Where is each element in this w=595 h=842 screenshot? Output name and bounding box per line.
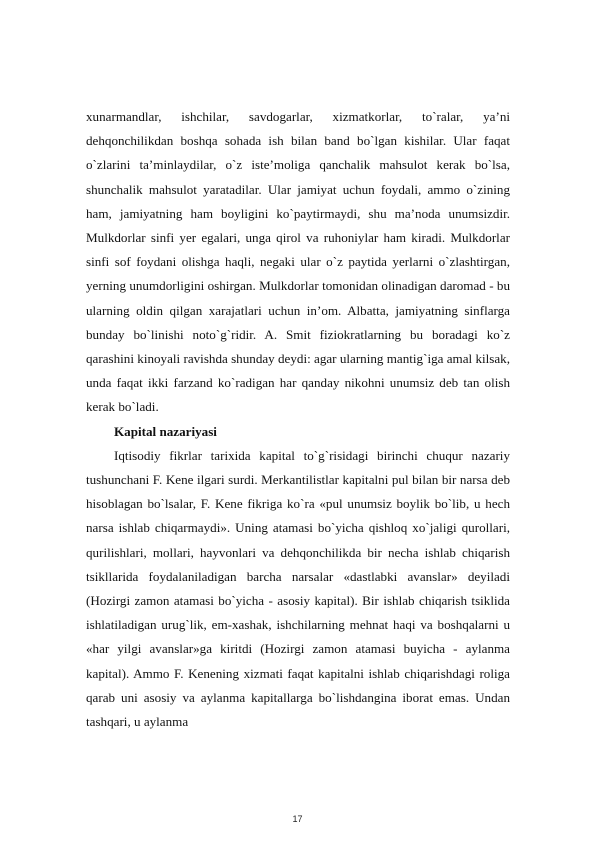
- section-heading: Kapital nazariyasi: [114, 423, 217, 439]
- page-number: 17: [292, 814, 303, 824]
- page-body: [86, 105, 510, 734]
- body-paragraph: Iqtisodiy fikrlar tarixida kapital to`g`risidagi birinchi chuqur nazariy tushunchani F. Kene ilgari surdi. Merkantilistlar kapitalni pul bilan bir narsa deb hisoblagan bo`lsalar, F. Kene fikriga ko`ra «pul unumsiz boylik bo`lib, u hech narsa ishlab chiqarmaydi». Uning atamasi bo`yicha qishloq xo`jaligi qurollari, qurilishlari, mollari, hayvonlari va dehqonchilikda bir necha ishlab chiqarish tsikllarida foydalaniladigan barcha narsalar «dastlabki avanslar» deyiladi (Hozirgi zamon atamasi bo`yicha - asosiy kapital). Bir ishlab chiqarish tsiklida ishlatiladigan urug`lik, em-xashak, ishchilarning mehnat haqi va boshqalarni u «har yilgi avanslar»ga kiritdi (Hozirgi zamon atamasi buyicha - aylanma kapital). Ammo F. Kenening xizmati faqat kapitalni ishlab chiqarishdagi roliga qarab uni asosiy va aylanma kapitallarga bo`lishdangina iborat emas. Undan tashqari, u aylanma: [86, 447, 510, 730]
- body-paragraph: xunarmandlar, ishchilar, savdogarlar, xizmatkorlar, to`ralar, ya’ni dehqonchilikdan boshqa sohada ish bilan band bo`lgan kishilar. Ular faqat o`zlarini ta’minlaydilar, o`z iste’moliga qanchalik mahsulot kerak bo`lsa, shunchalik mahsulot yaratadilar. Ular jamiyat uchun foydali, ammo o`zining ham, jamiyatning ham boyligini ko`paytirmaydi, shu ma’noda unumsizdir. Mulkdorlar sinfi yer egalari, unga qirol va ruhoniylar ham kiradi. Mulkdorlar sinfi sof foydani olishga haqli, negaki ular o`z paytida yerlarni o`zlashtirgan, yerning unumdorligini oshirgan. Mulkdorlar tomonidan olinadigan daromad - bu ularning oldin qilgan xarajatlari uchun in’om. Albatta, jamiyatning sinflarga bunday bo`linishi noto`g`ridir. A. Smit fiziokratlarning bu boradagi ko`z qarashini kinoyali ravishda shunday deydi: agar ularning mantig`iga amal kilsak, unda faqat ikki farzand ko`radigan har qanday nikohni unumsiz deb tan olish kerak bo`ladi.: [86, 109, 510, 415]
